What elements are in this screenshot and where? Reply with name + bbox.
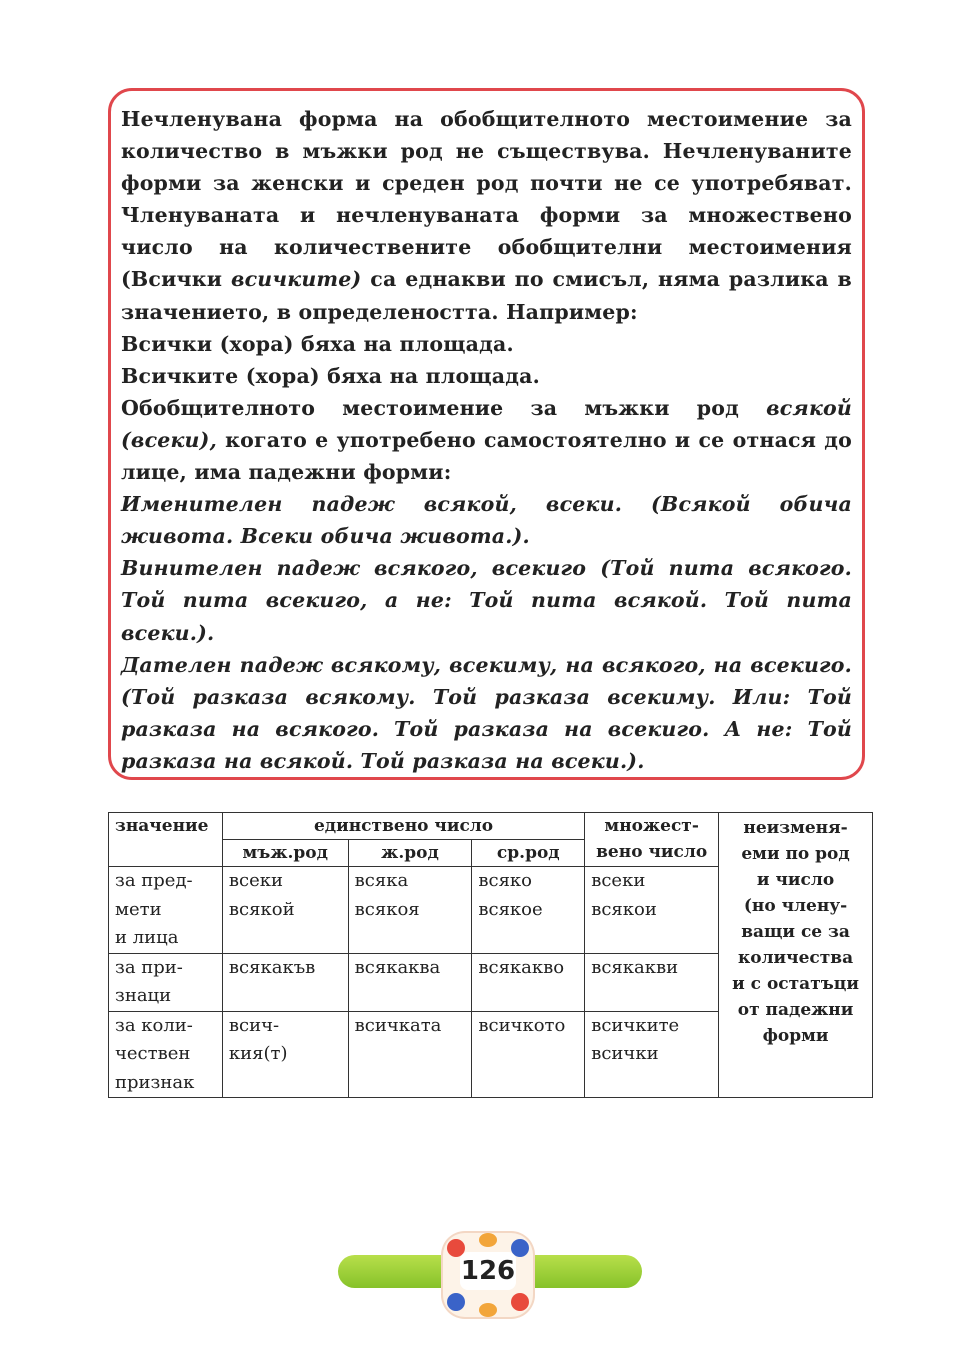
table-header-row xyxy=(109,813,873,840)
page-number: 126 xyxy=(460,1252,516,1290)
cell-feminine: всякаква xyxy=(348,953,472,1011)
accusative-case: Винителен падеж всякого, всекиго (Той пита всякого. Той пита всекиго, а не: Той пита всякой. Той пита всеки.). xyxy=(121,556,852,645)
cell-feminine: всичката xyxy=(348,1011,472,1098)
cell-plural: всичките всички xyxy=(585,1011,719,1098)
example-2: Всичките (хора) бяха на площада. xyxy=(121,363,540,388)
intro-text-end: са еднакви по смисъл, няма разлика в значението, в определеността. Например: xyxy=(121,267,852,324)
dative-case: Дателен падеж всякому, всекиму, на всякого, на всекиго. (Той разказа всякому. Той разказа всекиму. Или: Той разказа на всякого. Той разказа на всекиго. А не: Той разказа на всякой. Той разказа на всеки.). xyxy=(121,652,852,773)
cell-neuter: всичкото xyxy=(472,1011,585,1098)
ornament-dot xyxy=(447,1293,465,1311)
nominative-case: Именителен падеж всякой, всеки. (Всякой обича живота. Всеки обича живота.). xyxy=(121,492,852,549)
header-neuter: ср.род xyxy=(472,840,585,867)
info-box xyxy=(108,88,865,780)
cell-neuter: всяко всякое xyxy=(472,867,585,954)
cell-meaning: за коли- чествен признак xyxy=(109,1011,223,1098)
case-forms-italic: всякой (всеки), xyxy=(121,395,852,452)
intro-text: Нечленувана форма на обобщителното местоимение за количество в мъжки род не съществува. Нечленуваните форми за женски и среден род почти не се употребяват. Членуваната и нечленуваната форми за множествено число на количествените обобщителни местоимения (Всички xyxy=(121,107,852,292)
cell-plural: всеки всякои xyxy=(585,867,719,954)
cell-plural: всякакви xyxy=(585,953,719,1011)
intro-italic: всичките) xyxy=(230,267,362,292)
case-forms-text: Обобщителното местоимение за мъжки род xyxy=(121,395,767,420)
pronoun-table xyxy=(108,812,873,1098)
header-meaning: значение xyxy=(109,813,223,867)
ornament-dot xyxy=(479,1233,497,1247)
paragraph-case-forms xyxy=(121,392,852,488)
table-note: неизменя- еми по род и число (но члену- ващи се за количества и с остатъци от падежни форми xyxy=(719,813,873,1098)
ornament-dot xyxy=(479,1303,497,1317)
cell-masculine: всякакъв xyxy=(222,953,348,1011)
case-forms-text-end: когато е употребено самостоятелно и се отнася до лице, има падежни форми: xyxy=(121,427,852,485)
ornament-dot xyxy=(511,1293,529,1311)
cell-masculine: всеки всякой xyxy=(222,867,348,954)
example-1: Всички (хора) бяха на площада. xyxy=(121,331,514,356)
cell-feminine: всяка всякоя xyxy=(348,867,472,954)
header-feminine: ж.род xyxy=(348,840,472,867)
cell-meaning: за при- знаци xyxy=(109,953,223,1011)
header-singular: единствено число xyxy=(222,813,584,840)
cell-meaning: за пред- мети и лица xyxy=(109,867,223,954)
header-plural: множест- вено число xyxy=(585,813,719,867)
paragraph-intro xyxy=(121,103,852,328)
cell-neuter: всякакво xyxy=(472,953,585,1011)
header-masculine: мъж.род xyxy=(222,840,348,867)
cell-masculine: всич- кия(т) xyxy=(222,1011,348,1098)
